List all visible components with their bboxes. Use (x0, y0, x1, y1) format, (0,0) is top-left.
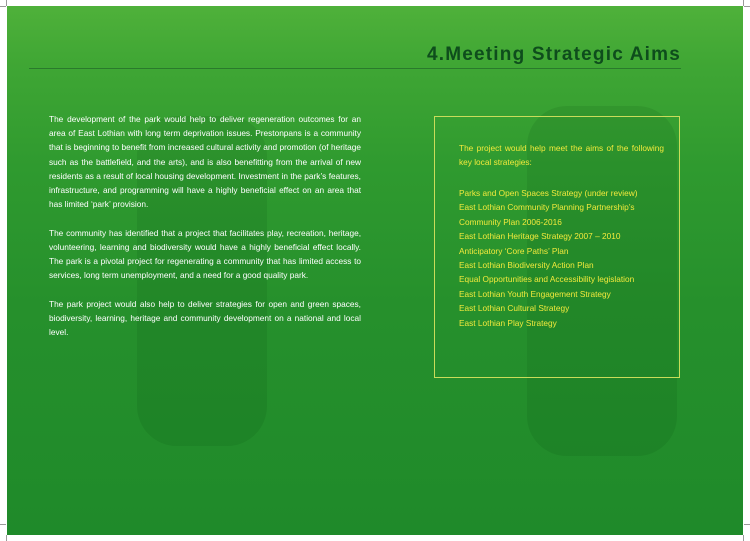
crop-mark (6, 0, 7, 6)
strategy-item: Parks and Open Spaces Strategy (under review) (459, 188, 638, 198)
body-paragraph: The park project would also help to deliver strategies for open and green spaces, biodiversity, learning, heritage and community development on a national and local level. (49, 298, 361, 338)
title-divider (29, 68, 681, 69)
crop-mark (0, 6, 6, 7)
strategy-item: East Lothian Biodiversity Action Plan (459, 260, 594, 271)
crop-mark (744, 524, 750, 525)
body-paragraph: The community has identified that a project that facilitates play, recreation, heritage, volunteering, learning and biodiversity would have a highly beneficial effect locally. The park is a pivotal project for regenerating a community that has limited access to services, long term unemployment, and a need for a good quality park. (49, 227, 361, 281)
strategies-intro: The project would help meet the aims of the following key local strategies: (459, 143, 664, 168)
crop-mark (743, 0, 744, 6)
strategies-list (459, 186, 669, 330)
strategies-box (434, 116, 680, 378)
crop-mark (743, 535, 744, 541)
strategy-item: East Lothian Play Strategy (459, 317, 557, 328)
body-paragraph: The development of the park would help to deliver regeneration outcomes for an area of East Lothian with long term deprivation issues. Prestonpans is a community that is beginning to benefit from increased cultural activity and promotion (of heritage such as the battlefield, and the arts), and is also benefitting from the arrival of new residents as a result of local housing development. Investment in the park’s features, infrastructure, and programming will have a highly beneficial effect on an area that has limited ‘park’ provision. (49, 114, 361, 210)
crop-mark (0, 524, 6, 525)
crop-mark (744, 6, 750, 7)
brochure-page (7, 6, 743, 535)
strategy-item: East Lothian Cultural Strategy (459, 303, 570, 314)
strategy-item: Anticipatory ‘Core Paths’ Plan (459, 245, 569, 256)
strategy-item: Equal Opportunities and Accessibility legislation (459, 274, 635, 285)
strategy-item: East Lothian Youth Engagement Strategy (459, 288, 611, 299)
strategy-item: East Lothian Community Planning Partnership’s Community Plan 2006-2016 (459, 202, 635, 227)
strategy-item: East Lothian Heritage Strategy 2007 – 2010 (459, 231, 621, 242)
crop-mark (6, 535, 7, 541)
body-text-column (49, 112, 361, 353)
section-title: 4.Meeting Strategic Aims (426, 44, 681, 65)
